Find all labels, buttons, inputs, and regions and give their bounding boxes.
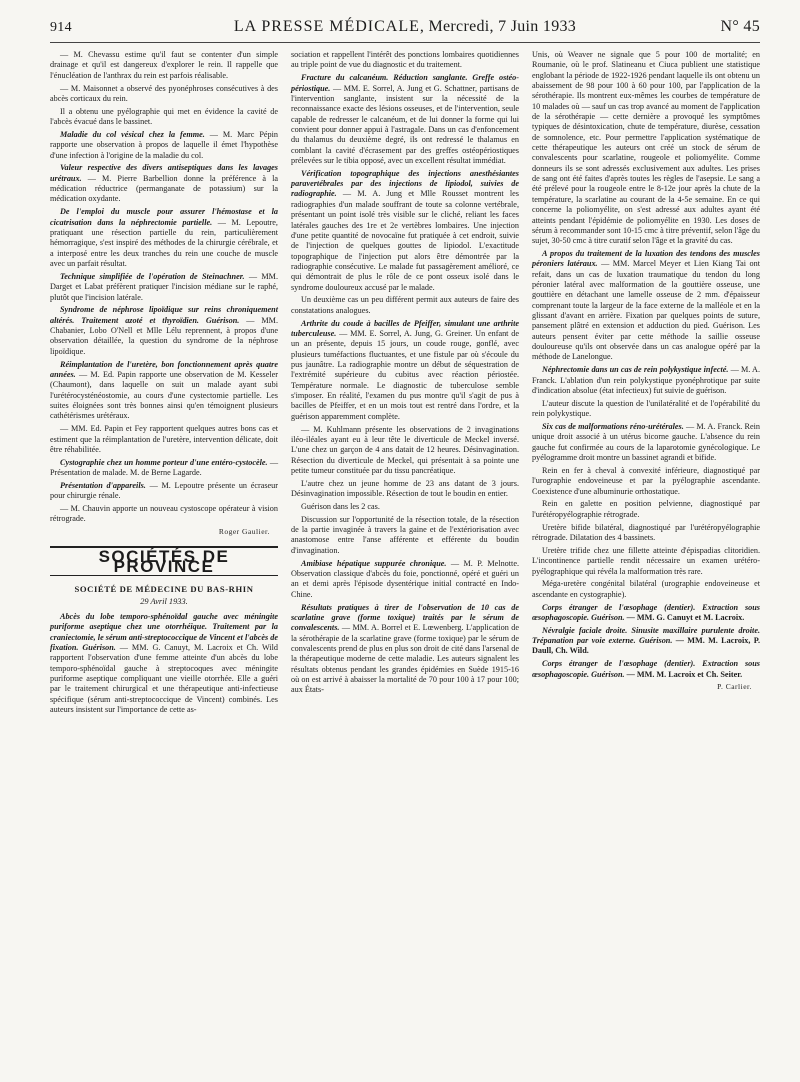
paragraph: Uretère trifide chez une fillette atteinte d'épispadias clitoridien. L'incontinence partielle rendit nécessaire un examen urétéro-pyélographique qui révéla la malformation très rare.	[532, 545, 760, 576]
column-1	[50, 50, 278, 718]
article-title: Névralgie faciale droite. Sinusite maxillaire purulente droite. Trépanation par voie externe. Guérison.	[532, 625, 760, 646]
header-rule	[50, 42, 760, 43]
article-title: Réimplantation de l'uretère, bon fonctionnement après quatre années.	[50, 359, 278, 379]
paragraph: — MM. Ed. Papin et Fey rapportent quelques autres bons cas et estiment que la réimplantation de l'uretère, intervention délicate, doit être réhabilitée.	[50, 424, 278, 454]
article-title: Résultats pratiques à tirer de l'observation de 10 cas de scarlatine grave (forme toxique) traités par le sérum de convalescents.	[291, 602, 519, 633]
page-header	[50, 16, 760, 38]
article-title: Corps étranger de l'œsophage (dentier). Extraction sous œsophagoscopie. Guérison.	[532, 602, 760, 622]
article	[291, 319, 519, 422]
article-text: — M. A. Franck. L'ablation d'un rein polykystique pyonéphrotique par suite d'indication absolue (état infectieux) fut suivie de guérison.	[532, 365, 760, 395]
article	[291, 169, 519, 293]
article-title: A propos du traitement de la luxation des tendons des muscles péroniers latéraux.	[532, 249, 760, 269]
article-text: — MM. M. Lacroix et Ch. Seiter.	[624, 669, 743, 679]
article	[532, 626, 760, 657]
issue-number: N° 45	[720, 18, 760, 35]
article-title: Corps étranger de l'œsophage (dentier). Extraction sous œsophagoscopie. Guérison.	[532, 659, 760, 679]
article	[291, 559, 519, 600]
article-text: — MM. Marcel Meyer et Lien Kiang Tai ont refait, dans un cas de luxation traumatique du tendon du long péronier latéral avec malformation de la gouttière osseuse, une gouttière en détachant une lamelle osseuse de 2 mm. d'épaisseur comprenant toute la largeur de la face externe de la malléole et en la glissant d'avant en arrière. Fixation par quelques points de suture, pansement plâtré en extension et adduction du pied. Guérison. Les auteurs pensent éviter par cette méthode la saillie osseuse douloureuse qu'ils ont observée dans un cas analogue opéré par la méthode de Lanelongue.	[532, 259, 760, 362]
article-title: Abcès du lobe temporo-sphénoïdal gauche avec méningite puriforme aseptique chez une otorrhéique. Traitement par la craniectomie, le sérum anti-streptococcique de Vincent et l'abcès de fixation. Guérison.	[50, 612, 278, 653]
article-text: — MM. G. Canuyt, M. Lacroix et Ch. Wild rapportent l'observation d'une femme atteinte d'un abcès du lobe temporo-sphénoïdal gauche à streptocoques avec méningite puriforme aseptique compliquant une vieille otorrhée. Elle a guéri par le traitement chirurgical et une thérapeutique anti-infectieuse spécifique (sérum anti-streptococcique de Vincent) combinés. Les auteurs insistent sur l'importance de cette as-	[50, 643, 278, 715]
article-title: Vérification topographique des injections anesthésiantes paravertébrales par des injections de lipiodol, suivies de radiographie.	[291, 168, 519, 199]
article-title: Présentation d'appareils.	[60, 480, 146, 490]
article-title: Maladie du col vésical chez la femme.	[60, 129, 205, 139]
paragraph: sociation et rappellent l'intérêt des ponctions lombaires quotidiennes au triple point de vue du diagnostic et du traitement.	[291, 50, 519, 70]
article-text: — M. Ed. Papin rapporte une observation de M. Kesseler (Chaumont), dans laquelle on suit un malade ayant subi l'urétérocysténéostomie, au cours d'une cystectomie partielle. Les suites éloignées sont très bonnes ainsi qu'en témoignent plusieurs cathétérismes urétéraux.	[50, 369, 278, 421]
article-text: — M. Lepoutre, pratiquant une résection partielle du rein, particulièrement hémorragique, s'est inspiré des méthodes de la chirurgie cérébrale, et a interposé entre les deux tranches du rein une couche de muscle avec un parfait résultat.	[50, 217, 278, 269]
article	[291, 603, 519, 696]
article-text: — MM. Chabanier, Lobo O'Nell et Mlle Lélu reprennent, à propos d'une observation détaillée, la question du syndrome de la néphrose lipoïdique.	[50, 315, 278, 356]
article-text: — MM. Darget et Labat préfèrent pratiquer l'incision médiane sur le raphé, plutôt que l'incision latérale.	[50, 271, 279, 302]
signature: P. Carlier.	[717, 682, 752, 692]
article-title: De l'emploi du muscle pour assurer l'hémostase et la cicatrisation dans la néphrectomie partielle.	[50, 207, 278, 227]
meeting-date: 29 Avril 1933.	[140, 596, 188, 606]
article	[50, 207, 278, 269]
article-text: — MM. A. Borrel et E. Lœwenberg. L'application de la sérothérapie de la scarlatine grave (forme toxique) par le sérum de convalescents prend de plus en plus son droit de cité dans l'arsenal de la thérapeutique moderne de cette maladie. Les auteurs signalent les résultats obtenus pendant les grandes épidémies en Suède 1915-16 où on est arrivé à abaisser la mortalité de 70 pour 100 à 17 pour 100; aux États-	[291, 623, 519, 695]
article	[50, 612, 278, 715]
running-title	[50, 18, 760, 36]
article-title: Technique simplifiée de l'opération de Steinachner.	[60, 271, 245, 281]
paragraph: Un deuxième cas un peu différent permit aux auteurs de faire des constatations analogues.	[291, 295, 519, 315]
paragraph: — M. Kuhlmann présente les observations de 2 invaginations iléo-iléales ayant eu à leur tête le diverticule de Meckel inversé. L'une chez un garçon de 4 ans datait de 12 heures. Désinvagination. Résection du diverticule de Meckel, qui présentait à sa pointe une petite tumeur constituée par du tissu pancréatique.	[291, 424, 519, 475]
paragraph: Guérison dans les 2 cas.	[301, 501, 380, 511]
paragraph: L'auteur discute la question de l'unilatéralité et de l'opérabilité du rein polykystique.	[532, 398, 760, 419]
article-text: — Présentation de malade. M. de Berne Lagarde.	[50, 457, 279, 478]
article-text: — M. Pierre Barbellion donne la préférence à la médication réductrice (permanganate de potassium) sur la médication oxydante.	[50, 173, 278, 204]
society-heading: SOCIÉTÉ DE MÉDECINE DU BAS-RHIN	[74, 584, 254, 595]
article	[50, 130, 278, 161]
article-title: Arthrite du coude à bacilles de Pfeiffer, simulant une arthrite tuberculeuse.	[291, 318, 519, 338]
journal-title: LA PRESSE MÉDICALE	[233, 18, 420, 35]
paragraph: — M. Chauvin apporte un nouveau cystoscope opérateur à vision rétrograde.	[50, 504, 278, 524]
article-text: — M. Marc Pépin rapporte une observation à propos de laquelle il émet l'hypothèse d'une infection à l'origine de la maladie du col.	[50, 129, 278, 160]
paragraph: Discussion sur l'opportunité de la résection totale, de la résection de la partie invaginée à travers la gaine et de l'extériorisation avec anastomose entre l'anse afférente et efférente du boudin d'invagination.	[291, 514, 519, 555]
article	[50, 360, 278, 422]
article-title: Cystographie chez un homme porteur d'une entéro-cystocèle.	[60, 457, 268, 467]
paragraph: L'autre chez un jeune homme de 23 ans datant de 3 jours. Désinvagination impossible. Résection de tout le boudin en entier.	[291, 478, 519, 499]
paragraph: Il a obtenu une pyélographie qui met en évidence la cavité de l'abcès évacué dans le bassinet.	[50, 106, 278, 127]
article-title: Amibiase hépatique suppurée chronique.	[301, 558, 447, 568]
article-text: — MM. M. Lacroix, P. Daull, Ch. Wild.	[532, 636, 760, 656]
article-text: — MM. E. Sorrel, A. Jung, G. Greiner. Un enfant de un an présente, depuis 15 jours, un coude rouge, gonflé, avec plusieurs tuméfactions fluctuantes, et une fistule par où s'écoule du pus jaunâtre. La radiographie montre un début de séquestration de l'extrémité supérieure du cubitus avec réaction périostée. Température normale. Le diagnostic de tuberculose semble s'imposer. En réalité, l'examen du pus montre qu'il s'agit de pus à bacilles de Pfeiffer, et en un mois tout est rentré dans l'ordre, et la guérison apparemment complète.	[291, 328, 519, 421]
paragraph: Méga-uretère congénital bilatéral (urographie endoveineuse et ascendante en cystographie).	[532, 579, 760, 599]
column-3	[532, 50, 760, 693]
paragraph: — M. Maisonnet a observé des pyonéphroses consécutives à des abcès corticaux du rein.	[50, 83, 278, 103]
article	[532, 249, 760, 363]
article	[50, 458, 278, 479]
article-text: — MM. G. Canuyt et M. Lacroix.	[624, 612, 745, 622]
issue-date: , Mercredi, 7 Juin 1933	[419, 18, 577, 35]
article	[532, 422, 760, 463]
paragraph: — M. Chevassu estime qu'il faut se contenter d'un simple drainage et qu'il est dangereux d'explorer le rein. Il rappelle que l'énucléation de l'anthrax du rein est parfois réalisable.	[50, 50, 278, 80]
article-text: — MM. E. Sorrel, A. Jung et G. Schattner, partisans de l'intervention sanglante, insistent sur la nécessité de la reconnaissance exacte des lésions osseuses, et de l'intervention, seule capable de redresser le calcanéum, et de lui donner la forme qui lui convient pour donner appui à l'astragale. Dans un cas d'enfoncement du thalamus du deuxième degré, ils ont redressé le thalamus en comblant la cavité d'écrasement par des greffes ostéopériostiques prélevées sur le tibia opposé, avec un excellent résultat immédiat.	[291, 83, 519, 165]
article-title: Syndrome de néphrose lipoïdique sur reins chroniquement altérés. Traitement azoté et thyroïdien. Guérison.	[50, 305, 278, 325]
column-2	[291, 50, 519, 698]
article	[50, 163, 278, 204]
article-text: — M. A. Jung et Mlle Rousset montrent les radiographies d'un malade souffrant de toute sa colonne vertébrale, présentant un point isolé très visible sur le cliché, reliant les faces latérales gauches des 1re et 2e vertèbres lombaires. Une injection d'une petite quantité de novocaïne fut pratiquée à cet endroit, suivie de l'injection de quelques gouttes de lipiodol. L'exactitude topographique de l'injection put alors être démontrée par la radiographie consécutive. Le malade fut passagèrement amélioré, ce qui démontrait de plus le rôle de ce pont osseux isolé dans le syndrome douloureux accusé par le malade.	[291, 189, 519, 292]
page-number: 914	[50, 20, 72, 35]
article	[532, 659, 760, 680]
article	[532, 365, 760, 396]
paragraph: Uretère bifide bilatéral, diagnostiqué par l'urétéropyélographie rétrograde. Dilatation des 4 bassinets.	[532, 522, 760, 542]
paragraph: Rein en galette en position pelvienne, diagnostiqué par l'urétéropyélographie rétrograde.	[532, 499, 760, 519]
signature: Roger Gaulier.	[218, 527, 270, 537]
paragraph: Unis, où Weaver ne signale que 5 pour 100 de mortalité; en Roumanie, où le prof. Slatineanu et Ciuca publient une statistique englobant la période de 1922-1926 pendant laquelle ils ont obtenu un abaissement de 98 pour 100 à 60 pour 100, par l'application de la sérothérapie. Ils montrent eux-mêmes les courbes de température de 10 malades où — sauf un cas trop avancé au moment de l'application de la sérothérapie — cette dernière a provoqué les symptômes typiques de désintoxication, chute de température, diurèse, cessation de somnolence, etc. Pour permettre l'application systématique de cette thérapeutique les auteurs ont créé un stock de sérum de convalescents pour scarlatine, rougeole et poliomyélite. Comme donneurs ils se sont adressés exclusivement aux adultes. Les prises de sang ont été faites d'après toutes les règles de l'asepsie. Le sang a été prélevé pour la rougeole entre le 8-12e jour après la chute de la température, la scarlatine au courant de la 4-5e semaine. En ce qui concerne la poliomyélite, on s'est adressé aux adultes ayant été atteints pendant l'épidémie de poliomyélite en 1930. Les doses de sérum à recommander sont 10-15 cmc à titre préventif, selon l'âge du sujet, 30-50 cmc à titre curatif selon l'âge et la gravité du cas.	[532, 50, 760, 246]
article-text: — M. P. Melnotte. Observation classique d'abcès du foie, ponctionné, opéré et guéri un an et demi après l'épisode dysentérique initial contracté en Indo-Chine.	[291, 558, 519, 599]
article-text: — M. Lepoutre présente un écraseur pour chirurgie rénale.	[50, 480, 278, 501]
article	[532, 603, 760, 624]
article-title: Valeur respective des divers antiseptiques dans les lavages urétraux.	[50, 163, 278, 183]
paragraph: Rein en fer à cheval à convexité inférieure, diagnostiqué par l'urographie endoveineuse et par la pyélographie ascendante. Coexistence d'une albuminurie orthostatique.	[532, 465, 760, 496]
article-text: — M. A. Franck. Rein unique droit associé à un utérus bicorne gauche. L'absence du rein gauche fut confirmée au cours de la laparotomie gynécologique. Le pyélogramme droit montre un bassinet agrandi et bifide.	[532, 422, 760, 463]
section-heading: SOCIÉTÉS DE PROVINCE	[50, 546, 278, 577]
article-title: Néphrectomie dans un cas de rein polykystique infecté.	[542, 365, 729, 375]
article	[291, 73, 519, 166]
article	[50, 272, 278, 303]
article-title: Six cas de malformations réno-urétérales.	[542, 422, 684, 432]
article-title: Fracture du calcanéum. Réduction sanglante. Greffe ostéo-périostique.	[291, 73, 519, 93]
article	[50, 305, 278, 357]
article	[50, 481, 278, 502]
